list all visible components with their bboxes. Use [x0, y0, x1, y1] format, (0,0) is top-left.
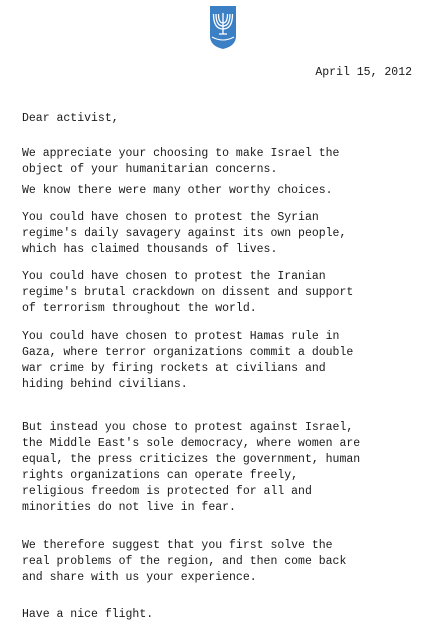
letter-date: April 15, 2012 [315, 66, 412, 79]
paragraph-closing: Have a nice flight. [22, 608, 154, 621]
paragraph-israel: But instead you chose to protest against Israel, the Middle East's sole democracy, where women are equal, the press criticizes the government, human rights organizations can operate freely, religious freedom is protected for all and minorities do not live in fear. [22, 421, 361, 514]
paragraph-suggestion: We therefore suggest that you first solve the real problems of the region, and then come back and share with us your experience. [22, 539, 347, 584]
paragraph-worthy-choices: We know there were many other worthy choices. [22, 184, 333, 197]
paragraph-appreciation: We appreciate your choosing to make Israel the object of your humanitarian concerns. [22, 147, 340, 176]
paragraph-syria: You could have chosen to protest the Syrian regime's daily savagery against its own people, which has claimed thousands of lives. [22, 211, 347, 256]
menorah-emblem-icon [208, 4, 238, 50]
paragraph-hamas: You could have chosen to protest Hamas rule in Gaza, where terror organizations commit a double war crime by firing rockets at civilians and hiding behind civilians. [22, 330, 354, 391]
paragraph-iran: You could have chosen to protest the Iranian regime's brutal crackdown on dissent and support of terrorism throughout the world. [22, 270, 354, 315]
letter-greeting: Dear activist, [22, 112, 119, 125]
